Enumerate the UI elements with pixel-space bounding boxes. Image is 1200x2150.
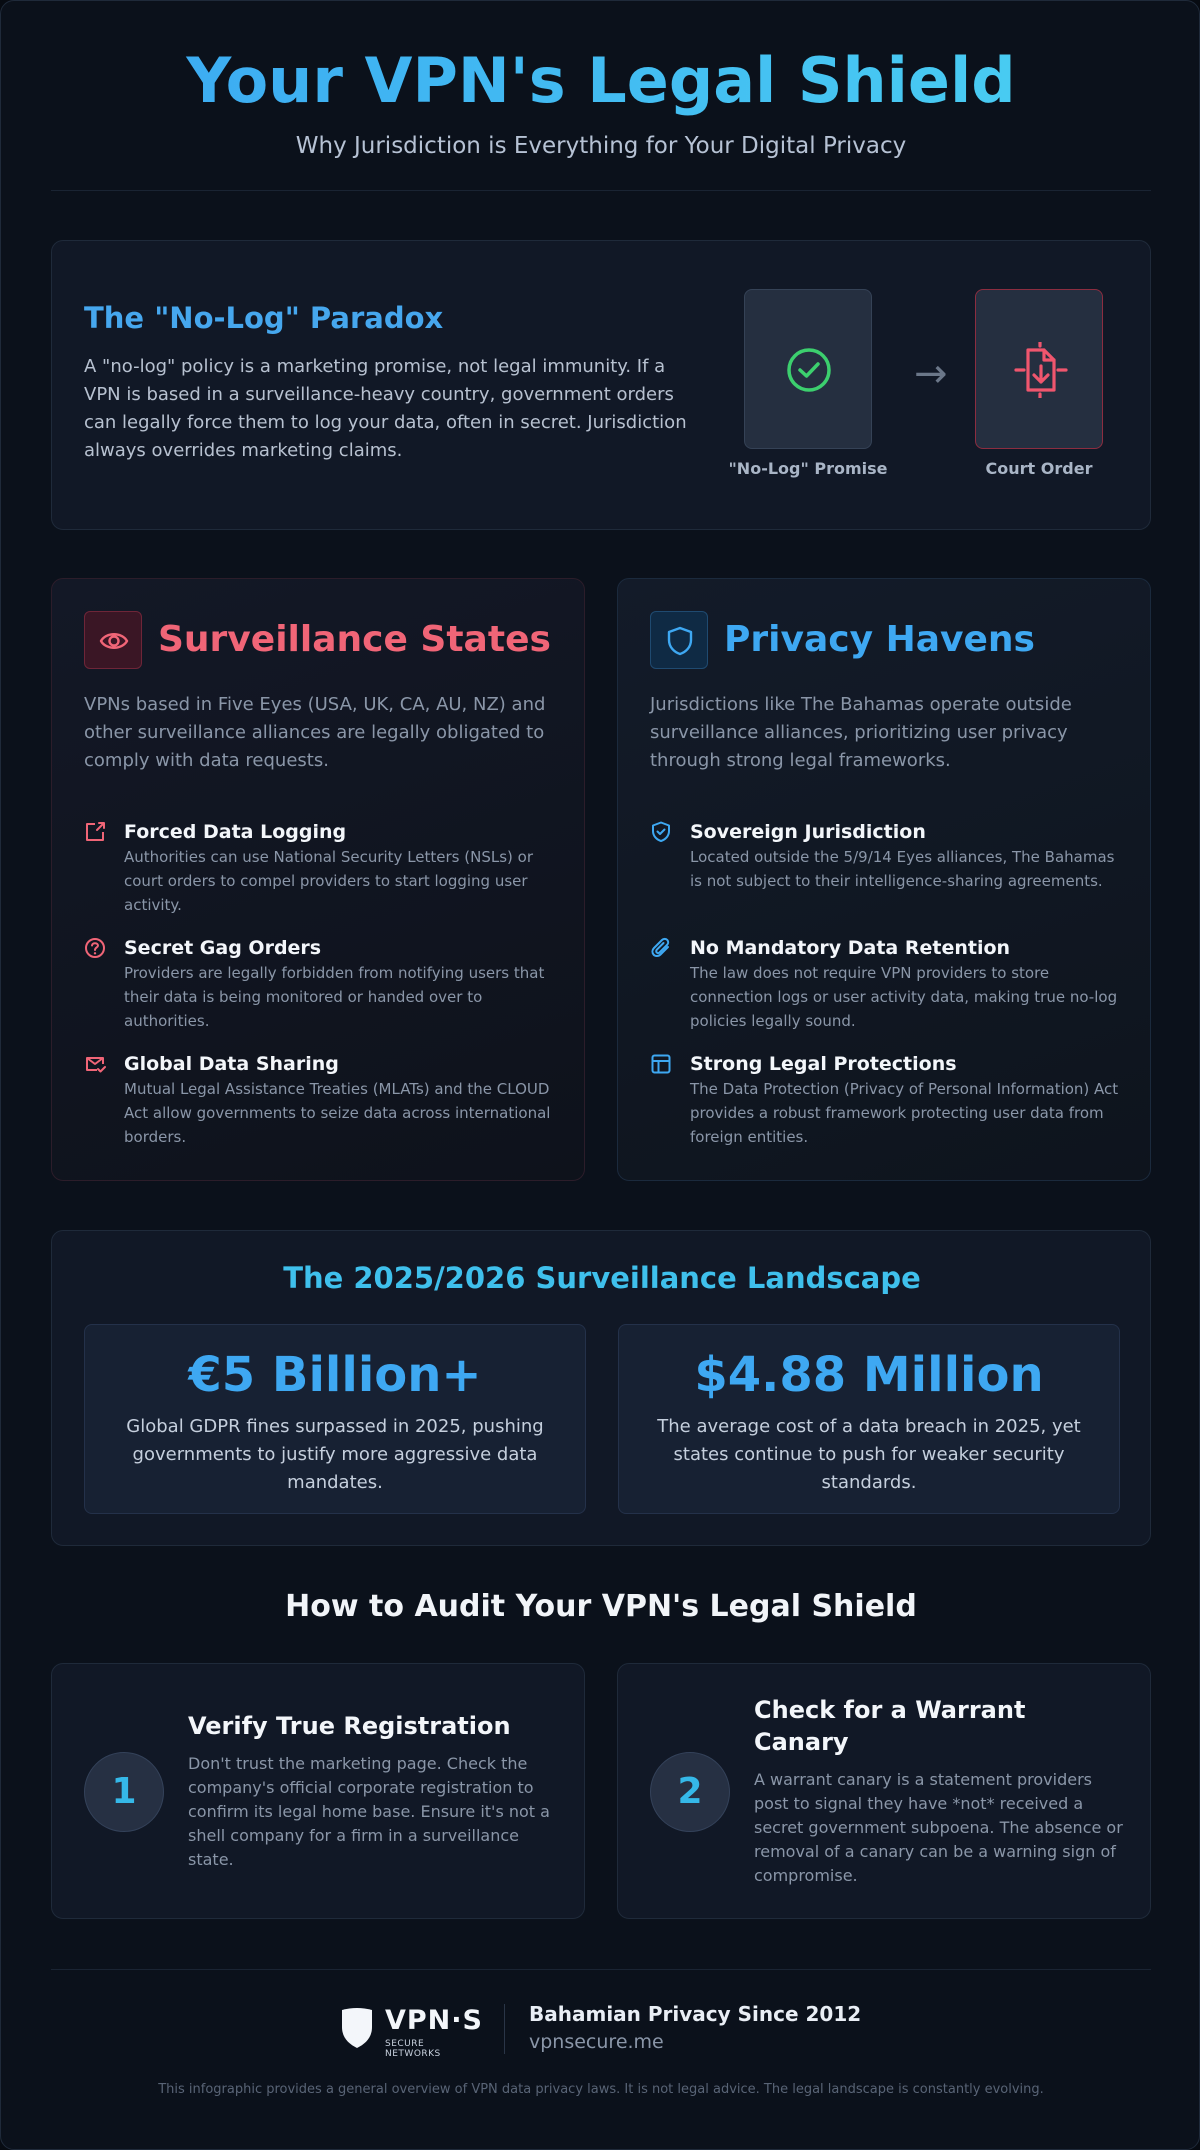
- logo-subtext: SECURE NETWORKS: [385, 2039, 441, 2059]
- step-text: Don't trust the marketing page. Check the company's official corporate registration to confirm its legal home base. Ensure it's not a shell company for a firm in a surveillance state.: [188, 1754, 550, 1869]
- feature-item: [650, 819, 1120, 893]
- stat-value: $4.88 Million: [694, 1347, 1044, 1403]
- disclaimer: This infographic provides a general overview of VPN data privacy laws. It is not legal advice. The legal landscape is constantly evolving.: [158, 2082, 1044, 2097]
- feature-item: [650, 935, 1120, 1033]
- feature-item: [650, 1051, 1120, 1149]
- brand-url[interactable]: vpnsecure.me: [529, 2031, 664, 2053]
- feature-text: Located outside the 5/9/14 Eyes alliances, The Bahamas is not subject to their intelligence-sharing agreements.: [690, 848, 1115, 890]
- surveillance-states-card: [51, 578, 585, 1181]
- stat-text: The average cost of a data breach in 2025, yet states continue to push for weaker security standards.: [657, 1416, 1081, 1493]
- feature-title: Strong Legal Protections: [690, 1053, 957, 1075]
- step-number: 1: [84, 1752, 164, 1832]
- shield-check-icon: [650, 821, 672, 843]
- step-title: Check for a Warrant Canary: [754, 1696, 1026, 1756]
- havens-description: Jurisdictions like The Bahamas operate outside surveillance alliances, prioritizing user privacy through strong legal frameworks.: [650, 694, 1072, 771]
- stats-title: The 2025/2026 Surveillance Landscape: [283, 1261, 921, 1295]
- shield-icon-box: [650, 611, 708, 669]
- layout-icon: [650, 1053, 672, 1075]
- shield-icon: [665, 626, 695, 656]
- step-number: 2: [650, 1752, 730, 1832]
- paperclip-icon: [650, 937, 672, 959]
- step-title: Verify True Registration: [188, 1712, 511, 1740]
- stat-text: Global GDPR fines surpassed in 2025, pushing governments to justify more aggressive data mandates.: [126, 1416, 544, 1493]
- feature-title: Forced Data Logging: [124, 821, 347, 843]
- no-log-promise-label: "No-Log" Promise: [728, 459, 888, 478]
- logo-shield-icon: [339, 2007, 375, 2049]
- feature-text: The Data Protection (Privacy of Personal Information) Act provides a robust framework protecting user data from foreign entities.: [690, 1080, 1119, 1146]
- stat-card: [618, 1324, 1120, 1514]
- footer-vertical-divider: [504, 2004, 505, 2054]
- privacy-havens-card: [617, 578, 1151, 1181]
- feature-text: Providers are legally forbidden from notifying users that their data is being monitored or handed over to authorities.: [124, 964, 545, 1030]
- no-log-promise-box: [744, 289, 872, 449]
- stat-card: [84, 1324, 586, 1514]
- surveillance-description: VPNs based in Five Eyes (USA, UK, CA, AU, NZ) and other surveillance alliances are legally obligated to comply with data requests.: [84, 694, 546, 771]
- paradox-title: The "No-Log" Paradox: [84, 301, 444, 335]
- question-circle-icon: [84, 937, 106, 959]
- audit-step-card: [51, 1663, 585, 1919]
- check-circle-icon: [781, 342, 837, 398]
- brand-logo: [339, 2005, 483, 2059]
- logo-wordmark: VPN·S: [385, 2005, 483, 2036]
- page-subtitle: Why Jurisdiction is Everything for Your Digital Privacy: [295, 133, 907, 159]
- feature-item: [84, 819, 554, 917]
- court-order-label: Court Order: [985, 459, 1093, 478]
- eye-icon-box: [84, 611, 142, 669]
- no-log-paradox-card: [51, 240, 1151, 530]
- feature-text: Authorities can use National Security Letters (NSLs) or court orders to compel providers to start logging user activity.: [124, 848, 533, 914]
- feature-title: Sovereign Jurisdiction: [690, 821, 926, 843]
- arrow-right-icon: →: [914, 351, 948, 397]
- feature-text: Mutual Legal Assistance Treaties (MLATs) and the CLOUD Act allow governments to seize data across international borders.: [124, 1080, 551, 1146]
- footer-divider: [51, 1969, 1151, 1970]
- mail-check-icon: [84, 1053, 106, 1075]
- audit-step-card: [617, 1663, 1151, 1919]
- feature-item: [84, 1051, 554, 1149]
- edit-arrow-icon: [84, 821, 106, 843]
- court-order-box: [975, 289, 1103, 449]
- paradox-text: A "no-log" policy is a marketing promise, not legal immunity. If a VPN is based in a surveillance-heavy country, government orders can legally force them to log your data, often in secret. Jurisdiction always overrides marketing claims.: [84, 356, 687, 461]
- header: [1, 41, 1200, 159]
- feature-text: The law does not require VPN providers to store connection logs or user activity data, making true no-log policies legally sound.: [690, 964, 1118, 1030]
- feature-title: No Mandatory Data Retention: [690, 937, 1011, 959]
- page-title: Your VPN's Legal Shield: [1, 41, 1200, 121]
- header-divider: [51, 190, 1151, 191]
- surveillance-title: Surveillance States: [158, 619, 551, 660]
- brand-tagline: Bahamian Privacy Since 2012: [529, 2002, 862, 2026]
- feature-title: Global Data Sharing: [124, 1053, 339, 1075]
- audit-title: How to Audit Your VPN's Legal Shield: [285, 1589, 917, 1624]
- surveillance-landscape-card: [51, 1230, 1151, 1546]
- step-text: A warrant canary is a statement providers post to signal they have *not* received a secret government subpoena. The absence or removal of a canary can be a warning sign of compromise.: [754, 1770, 1123, 1885]
- feature-title: Secret Gag Orders: [124, 937, 322, 959]
- feature-item: [84, 935, 554, 1033]
- eye-icon: [99, 626, 129, 656]
- stat-value: €5 Billion+: [188, 1347, 482, 1403]
- document-warning-icon: [1012, 342, 1068, 398]
- havens-title: Privacy Havens: [724, 619, 1035, 660]
